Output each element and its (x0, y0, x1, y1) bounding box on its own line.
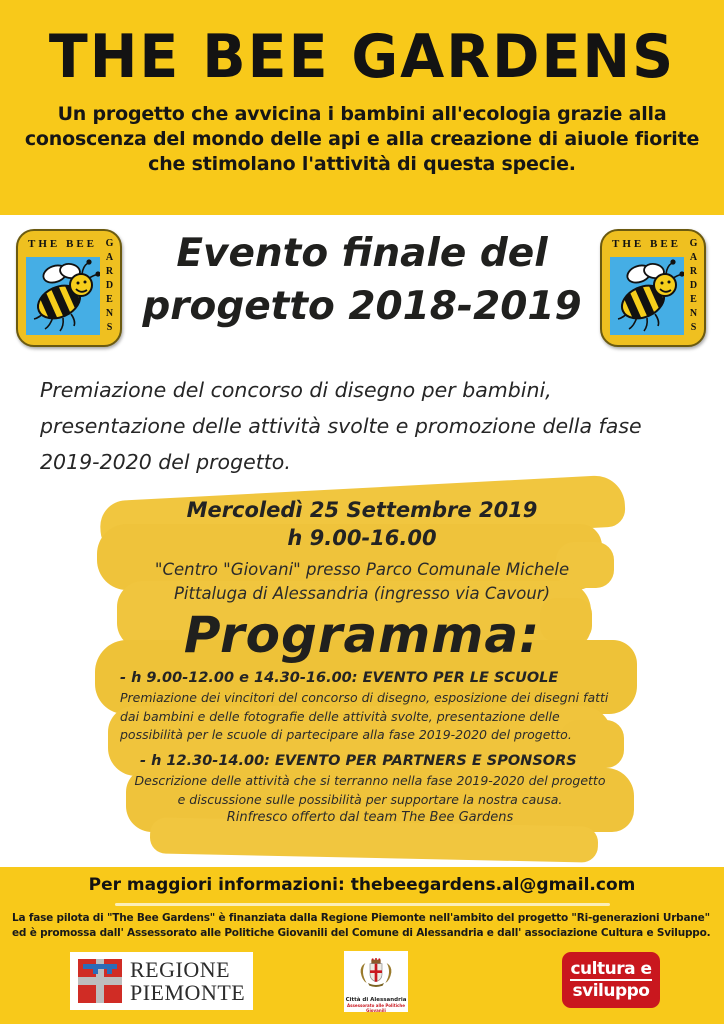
program-item-partners-title: - h 12.30-14.00: EVENTO PER PARTNERS E SPONSORS (140, 753, 577, 769)
poster-title: THE BEE GARDENS (48, 22, 676, 92)
bee-icon (610, 257, 684, 335)
event-description: Premiazione del concorso di disegno per bambini, presentazione delle attività svolte e promozione della fase 2019-2020 del progetto. (40, 378, 642, 474)
program-content (0, 480, 724, 867)
event-date: Mercoledì 25 Settembre 2019 (186, 498, 538, 522)
program-item-schools-description: Premiazione dei vincitori del concorso di disegno, esposizione dei disegni fatti dai bambini e delle fotografie delle attività svolte, presentazione delle possibilità per le scuole di partecipare alla fase 2019-2020 del progetto. (120, 690, 609, 742)
program-item-partners-note: Rinfresco offerto dal team The Bee Gardens (226, 810, 514, 825)
contact-info: Per maggiori informazioni: thebeegardens.al@gmail.com (88, 875, 636, 895)
cultura-e-sviluppo-logo (562, 952, 660, 1008)
event-title-band (0, 215, 724, 365)
bee-gardens-logo-right (600, 229, 706, 347)
footer-divider (115, 903, 610, 906)
header-band (0, 0, 724, 215)
bee-gardens-logo-left (16, 229, 122, 347)
bee-logo-side-label: GARDENS (688, 238, 699, 336)
bee-logo-top-label: THE BEE (612, 238, 681, 250)
piemonte-shield-icon (78, 959, 122, 1003)
program-item-partners-description: Descrizione delle attività che si terranno nella fase 2019-2020 del progetto e discussione sulle possibilità per supportare la nostra causa. (134, 773, 606, 807)
event-title (132, 227, 592, 333)
event-title-line2: progetto 2018-2019 (142, 284, 582, 329)
event-time: h 9.00-16.00 (287, 526, 437, 550)
program-item-schools-title: - h 9.00-12.00 e 14.30-16.00: EVENTO PER LE SCUOLE (120, 670, 559, 686)
footer-band (0, 867, 724, 1024)
alessandria-crest-icon (356, 953, 396, 993)
cultura-label-line2: sviluppo (572, 981, 650, 1001)
bee-logo-top-label: THE BEE (28, 238, 97, 250)
program-heading: Programma: (183, 606, 541, 664)
bee-icon (26, 257, 100, 335)
regione-piemonte-logo (70, 952, 253, 1010)
event-title-line1: Evento finale del (176, 231, 548, 276)
bee-logo-side-label: GARDENS (104, 238, 115, 336)
event-venue: "Centro "Giovani" presso Parco Comunale Michele Pittaluga di Alessandria (ingresso via Cavour) (154, 560, 570, 603)
funding-credits: La fase pilota di "The Bee Gardens" è finanziata dalla Regione Piemonte nell'ambito del progetto "Ri-generazioni Urbane" ed è promossa dall' Assessorato alle Politiche Giovanili del Comune di Alessandria e dall' associazione Cultura e Sviluppo. (12, 912, 711, 939)
alessandria-label: Città di Alessandria (345, 997, 407, 1003)
alessandria-sublabel: Assessorato alle Politiche Giovanili (347, 1003, 405, 1013)
cultura-label-line1: cultura e (570, 959, 652, 979)
citta-di-alessandria-logo (344, 951, 408, 1012)
regione-piemonte-label: REGIONE PIEMONTE (130, 957, 246, 1005)
poster-subtitle: Un progetto che avvicina i bambini all'ecologia grazie alla conoscenza del mondo delle api e alla creazione di aiuole fiorite che stimolano l'attività di questa specie. (24, 103, 700, 175)
program-section (0, 480, 724, 867)
